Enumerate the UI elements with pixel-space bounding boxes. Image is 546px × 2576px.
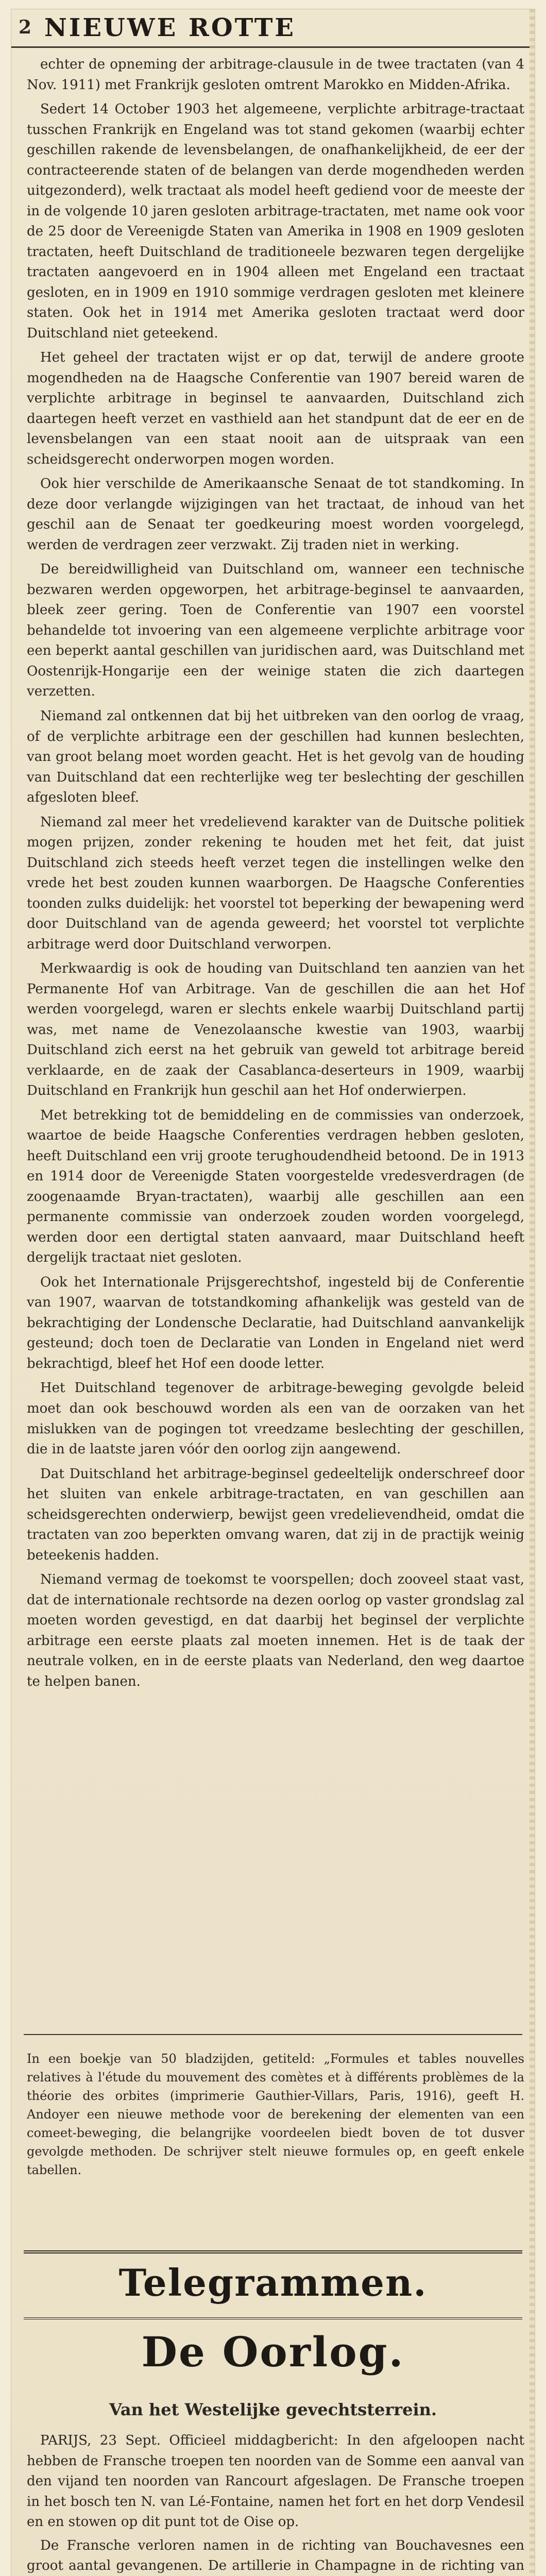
article-paragraph: Het Duitschland tegenover de arbitrage-beweging gevolgde beleid moet dan ook beschouwd worden als een van de oorzaken van het mislukken van de pogingen tot vreedzame beslechting der geschillen, die in de laatste jaren vóór den oorlog zijn aangewend.: [27, 1380, 524, 1458]
article-paragraph: echter de opneming der arbitrage-clausule in de twee tractaten (van 4 Nov. 1911) met Frankrijk gesloten omtrent Marokko en Midden-Afrika.: [27, 57, 524, 93]
article-paragraph: Niemand zal ontkennen dat bij het uitbreken van den oorlog de vraag, of de verplichte arbitrage een der geschillen had kunnen beslechten, van groot belang moet worden geacht. Het is het gevolg van de houding van Duitschland dat een rechterlijke weg ter beslechting der geschillen afgesloten bleef.: [27, 708, 524, 806]
newspaper-title: NIEUWE ROTTE: [44, 13, 296, 42]
article-paragraph: Niemand zal meer het vredelievend karakter van de Duitsche politiek mogen prijzen, zonder rekening te houden met het feit, dat juist Duitschland zich steeds heeft verzet tegen die instellingen welke den vrede het best zouden kunnen waarborgen. De Haagsche Conferenties toonden zulks duidelijk: het voorstel tot beperking der bewapening werd door Duitschland van de agenda geweerd; het voorstel tot verplichte arbitrage werd door Duitschland verworpen.: [27, 814, 524, 952]
telegram-divider: [24, 2250, 522, 2253]
article-body: [27, 55, 524, 1696]
newspaper-clipping: [11, 9, 535, 2576]
war-heading: De Oorlog.: [141, 2328, 405, 2376]
page-number: 2: [19, 16, 32, 38]
article-paragraph: Met betrekking tot de bemiddeling en de commissies van onderzoek, waartoe de beide Haagsche Conferenties verdragen hebben gesloten, heeft Duitschland een vrij groote terughoudendheid betoond. De in 1913 en 1914 door de Vereenigde Staten voorgestelde vredesverdragen (de zoogenaamde Bryan-tractaten), waarbij alle geschillen aan een permanente commissie van onderzoek zouden worden voorgelegd, werden door een dertigtal staten aanvaard, maar Duitschland heeft dergelijk tractaat niet gesloten.: [27, 1107, 524, 1266]
telegram-paragraph: PARIJS, 23 Sept. Officieel middagbericht: In den afgeloopen nacht hebben de Fransche troepen ten noorden van de Somme een aanval van den vijand ten noorden van Rancourt afgeslagen. De Fransche troepen in het bosch ten N. van Lé-Fontaine, namen het fort en het dorp Vendesil en en stowen op dit punt tot de Oise op.: [27, 2433, 524, 2530]
telegram-paragraph: De Fransche verloren namen in de richting van Bouchavesnes een groot aantal gevangenen. De artillerie in Champagne in de richting van: [27, 2537, 524, 2574]
article-paragraph: Ook het Internationale Prijsgerechtshof, ingesteld bij de Conferentie van 1907, waarvan de totstandkoming afhankelijk was gesteld van de bekrachtiging der Londensche Declaratie, had Duitschland aanvankelijk gesteund; doch toen de Declaratie van Londen in Engeland niet werd bekrachtigd, bleef het Hof een doode letter.: [27, 1274, 524, 1371]
article-paragraph: Ook hier verschilde de Amerikaansche Senaat de tot standkoming. In deze door verlangde wijzigingen van het tractaat, de inhoud van het geschil aan de Senaat ter goedkeuring moest worden voorgelegd, werden de verdragen zeer verzwakt. Zij traden niet in werking.: [27, 476, 524, 553]
book-notice: In een boekje van 50 bladzijden, getiteld: „Formules et tables nouvelles relatives à l'étude du mouvement des comètes et à différents problèmes de la théorie des orbites (imprimerie Gauthier-Villars, Paris, 1916), geeft H. Andoyer een nieuwe methode voor de berekening der elementen van een comeet-beweging, die belangrijke voordeelen biedt boven de tot dusver gevolgde methoden. De schrijver stelt nieuwe formules op, en geeft enkele tabellen.: [27, 2052, 524, 2177]
war-divider: [24, 2317, 522, 2319]
telegrams-heading: Telegrammen.: [118, 2261, 428, 2304]
masthead: [11, 9, 535, 48]
article-paragraph: Niemand vermag de toekomst te voorspellen; doch zooveel staat vast, dat de internationale rechtsorde na dezen oorlog op vaster grondslag zal moeten worden gevestigd, en dat daarbij het beginsel der verplichte arbitrage een eerste plaats zal moeten innemen. Het is de taak der neutrale volken, en in de eerste plaats van Nederland, den weg daartoe te helpen banen.: [27, 1572, 524, 1689]
article-paragraph: Sedert 14 October 1903 het algemeene, verplichte arbitrage-tractaat tusschen Frankrijk en Engeland was tot stand gekomen (waarbij echter geschillen rakende de levensbelangen, de onafhankelijkheid, de eer der contracteerende staten of de belangen van derde mogendheden werden uitgezonderd), welk tractaat als model heeft gediend voor de meeste der in de volgende 10 jaren gesloten arbitrage-tractaten, met name ook voor de 25 door de Vereenigde Staten van Amerika in 1908 en 1909 gesloten tractaten, heeft Duitschland de traditioneele bezwaren tegen dergelijke tractaten aangevoerd en in 1904 alleen met Engeland een tractaat gesloten, en in 1909 en 1910 sommige verdragen gesloten met kleinere staten. Ook het in 1914 met Amerika gesloten tractaat werd door Duitschland niet geteekend.: [27, 101, 524, 341]
article-paragraph: Dat Duitschland het arbitrage-beginsel gedeeltelijk onderschreef door het sluiten van enkele arbitrage-tractaten, en van geschillen aan scheidsgerechten onderwierp, bewijst geen vredelievendheid, omdat die tractaten van zoo beperkten omvang waren, dat zij in de practijk weinig beteekenis hadden.: [27, 1466, 524, 1563]
article-paragraph: Het geheel der tractaten wijst er op dat, terwijl de andere groote mogendheden na de Haagsche Conferentie van 1907 bereid waren de verplichte arbitrage in beginsel te aanvaarden, Duitschland zich daartegen heeft verzet en vasthield aan het standpunt dat de eer en de levensbelangen van een staat nooit aan de uitspraak van een scheidsgerecht onderworpen mogen worden.: [27, 350, 524, 467]
article-paragraph: De bereidwilligheid van Duitschland om, wanneer een technische bezwaren werden opgeworpen, het arbitrage-beginsel te aanvaarden, bleek zeer gering. Toen de Conferentie van 1907 een voorstel behandelde tot invoering van een algemeene verplichte arbitrage voor een beperkt aantal geschillen van juridischen aard, was Duitschland met Oostenrijk-Hongarije een der weinige staten die zich daartegen verzetten.: [27, 562, 524, 700]
torn-paper-edge: [530, 9, 535, 2576]
telegram-body: [27, 2431, 524, 2576]
section-divider: [24, 2034, 522, 2035]
front-subheading: Van het Westelijke gevechtsterrein.: [109, 2400, 437, 2419]
article-paragraph: Merkwaardig is ook de houding van Duitschland ten aanzien van het Permanente Hof van Arbitrage. Van de geschillen die aan het Hof werden voorgelegd, waren er slechts enkele waarbij Duitschland partij was, met name de Venezolaansche kwestie van 1903, waarbij Duitschland zich eerst na het gebruik van geweld tot arbitrage bereid verklaarde, en de zaak der Casablanca-deserteurs in 1909, waarbij Duitschland en Frankrijk hun geschil aan het Hof onderwierpen.: [27, 961, 524, 1099]
